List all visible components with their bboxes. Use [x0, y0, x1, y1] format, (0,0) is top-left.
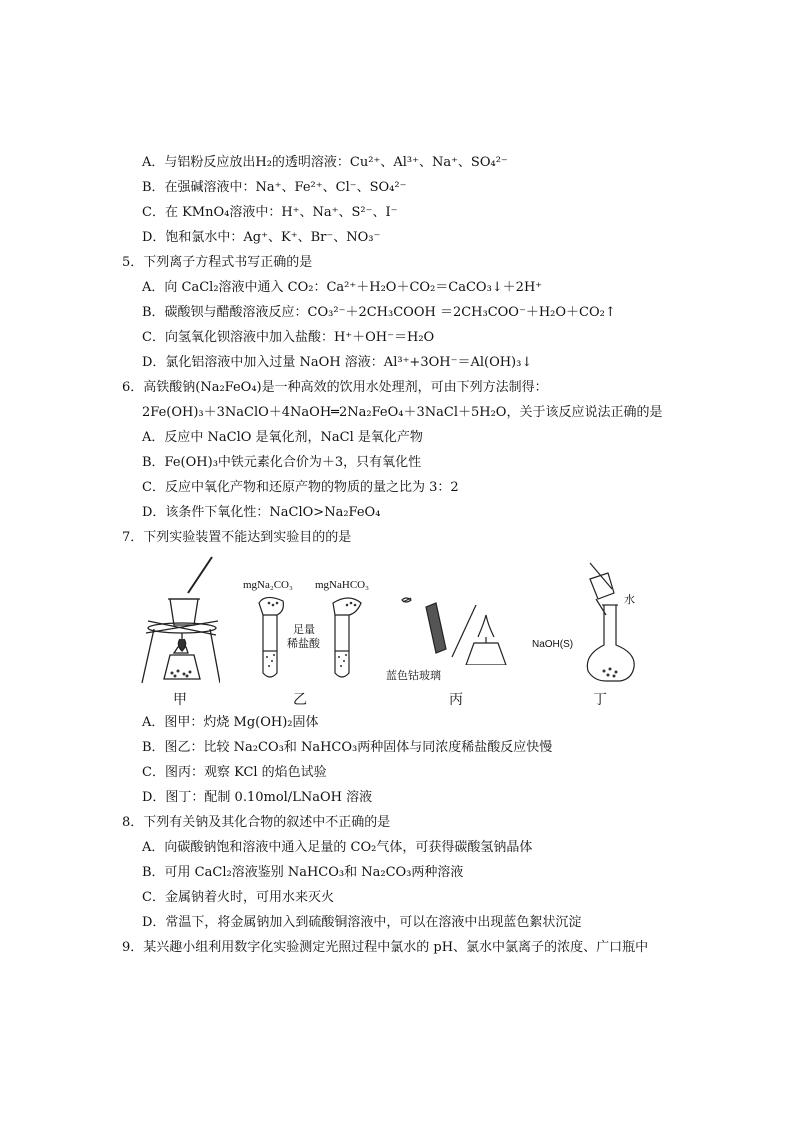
q5-stem: 5．下列离子方程式书写正确的是 — [122, 255, 313, 270]
q8-option-d: D．常温下，将金属钠加入到硫酸铜溶液中，可以在溶液中出现蓝色絮状沉淀 — [142, 915, 582, 930]
label-acid-line2: 稀盐酸 — [287, 637, 320, 650]
q7-option-d: D．图丁：配制 0.10mol/LNaOH 溶液 — [142, 790, 373, 805]
figure-label-bing: 丙 — [449, 692, 463, 708]
q8-stem: 8．下列有关钠及其化合物的叙述中不正确的是 — [122, 815, 391, 830]
label-naoh-solid: NaOH(S) — [532, 639, 574, 650]
figure-label-ding: 丁 — [593, 692, 607, 708]
q8-option-a: A．向碳酸钠饱和溶液中通入足量的 CO₂气体，可获得碳酸氢钠晶体 — [142, 840, 533, 855]
q7-option-c: C．图丙：观察 KCl 的焰色试验 — [142, 765, 327, 780]
test-tubes-drawing — [243, 555, 393, 685]
label-water: 水 — [624, 593, 635, 606]
q6-option-c: C．反应中氧化产物和还原产物的物质的量之比为 3：2 — [142, 480, 459, 495]
q5-option-b: B．碳酸钡与醋酸溶液反应：CO₃²⁻＋2CH₃COOH ＝2CH₃COO⁻＋H₂O＋CO₂↑ — [142, 305, 616, 320]
q6-option-a: A．反应中 NaClO 是氧化剂，NaCl 是氧化产物 — [142, 430, 423, 445]
label-nahco3: mgNaHCO₃ — [315, 579, 369, 591]
flame-test-drawing — [386, 585, 516, 665]
q8-option-c: C．金属钠着火时，可用水来灭火 — [142, 890, 334, 905]
q7-option-b: B．图乙：比较 Na₂CO₃和 NaHCO₃两种固体与同浓度稀盐酸反应快慢 — [142, 740, 553, 755]
q4-option-b: B．在强碱溶液中：Na⁺、Fe²⁺、Cl⁻、SO₄²⁻ — [142, 180, 407, 195]
q7-figures — [140, 555, 700, 710]
q8-option-b: B．可用 CaCl₂溶液鉴别 NaHCO₃和 Na₂CO₃两种溶液 — [142, 865, 464, 880]
figure-ding-volumetric-flask — [532, 555, 652, 685]
q5-option-c: C．向氢氧化钡溶液中加入盐酸：H⁺＋OH⁻＝H₂O — [142, 330, 435, 345]
q4-option-d: D．饱和氯水中：Ag⁺、K⁺、Br⁻、NO₃⁻ — [142, 230, 381, 245]
q7-option-a: A．图甲：灼烧 Mg(OH)₂固体 — [142, 715, 319, 730]
q6-equation: 2Fe(OH)₃＋3NaClO＋4NaOH═2Na₂FeO₄＋3NaCl＋5H₂O，关于该反应说法正确的是 — [142, 405, 663, 420]
label-acid-line1: 足量 — [293, 623, 315, 636]
figure-yi-test-tubes — [243, 555, 393, 685]
q6-stem: 6．高铁酸钠(Na₂FeO₄)是一种高效的饮用水处理剂，可由下列方法制得： — [122, 380, 548, 395]
q6-option-d: D．该条件下氧化性：NaClO>Na₂FeO₄ — [142, 505, 381, 520]
label-na2co3: mgNa₂CO₃ — [243, 579, 293, 591]
q4-option-c: C．在 KMnO₄溶液中：H⁺、Na⁺、S²⁻、I⁻ — [142, 205, 398, 220]
q5-option-a: A．向 CaCl₂溶液中通入 CO₂：Ca²⁺＋H₂O＋CO₂＝CaCO₃↓＋2H⁺ — [142, 280, 543, 295]
figure-jia-crucible-tripod — [140, 555, 220, 685]
figure-bing-flame-test — [386, 585, 516, 685]
figure-label-yi: 乙 — [293, 692, 307, 708]
q9-stem: 9．某兴趣小组利用数字化实验测定光照过程中氯水的 pH、氯水中氯离子的浓度、广口瓶中 — [122, 940, 649, 955]
figure-label-jia: 甲 — [173, 692, 187, 708]
volumetric-flask-drawing — [532, 555, 652, 685]
q7-stem: 7．下列实验装置不能达到实验目的的是 — [122, 530, 352, 545]
q6-option-b: B．Fe(OH)₃中铁元素化合价为＋3，只有氧化性 — [142, 455, 422, 470]
label-cobalt-glass: 蓝色钴玻璃 — [386, 669, 441, 682]
q5-option-d: D．氯化铝溶液中加入过量 NaOH 溶液：Al³⁺+3OH⁻＝Al(OH)₃↓ — [142, 355, 533, 370]
q4-option-a: A．与铝粉反应放出H₂的透明溶液：Cu²⁺、Al³⁺、Na⁺、SO₄²⁻ — [142, 155, 508, 170]
